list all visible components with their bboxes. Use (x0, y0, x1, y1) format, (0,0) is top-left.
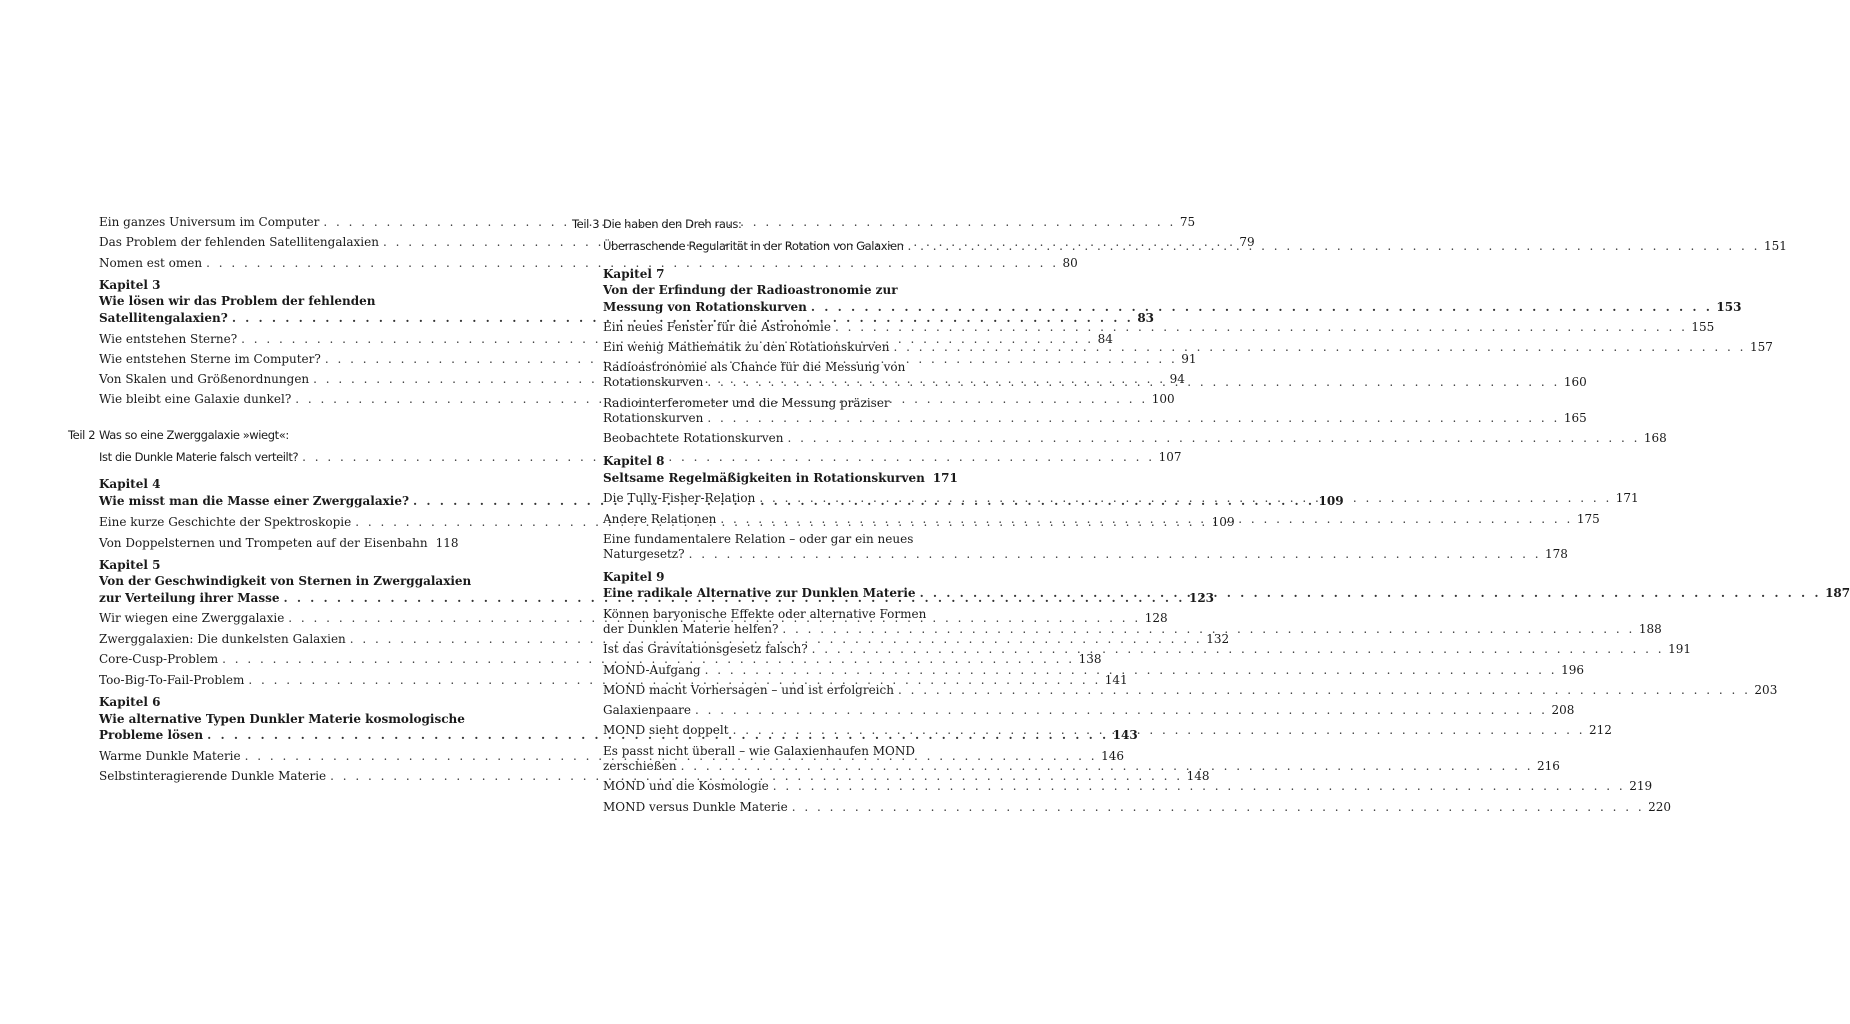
toc-entry (603, 410, 1587, 427)
chapter-title (603, 470, 956, 487)
part-title-line: Die haben den Dreh raus: (603, 217, 742, 231)
toc-entry-page: 203 (1754, 683, 1778, 697)
toc-entry (603, 799, 1672, 816)
chapter-label: Kapitel 6 (99, 695, 161, 709)
toc-entry-page: 94 (1169, 372, 1185, 386)
toc-entry-page: 196 (1561, 663, 1584, 677)
toc-entry-title-line: Eine fundamentalere Relation – oder gar ein neues (603, 532, 914, 546)
toc-entry-title: Too-Big-To-Fail-Problem (99, 673, 245, 687)
toc-entry (603, 758, 1560, 775)
toc-entry-title-line: Radiointerferometer und die Messung präziser (603, 396, 890, 410)
chapter-label: Kapitel 5 (99, 558, 161, 572)
toc-entry-title: Zwerggalaxien: Die dunkelsten Galaxien (99, 632, 346, 646)
chapter-title-text: Probleme lösen (99, 728, 204, 742)
toc-entry-page: 91 (1181, 352, 1197, 366)
toc-entry (603, 319, 1715, 336)
part-label: Teil 2 (68, 428, 96, 442)
chapter-page: 83 (1137, 311, 1155, 325)
chapter-page: 123 (1188, 591, 1215, 605)
toc-entry-title: Von Doppelsternen und Trompeten auf der Eisenbahn (99, 536, 428, 550)
chapter-label: Kapitel 9 (603, 570, 665, 584)
toc-entry-title-line: Es passt nicht überall – wie Galaxienhaufen MOND (603, 744, 916, 758)
toc-entry-page: 75 (1179, 215, 1196, 229)
toc-entry-page: 208 (1551, 703, 1575, 717)
chapter-title-text: zur Verteilung ihrer Masse (99, 591, 280, 605)
chapter-title-line: Von der Erfindung der Radioastronomie zur (603, 283, 898, 297)
toc-entry (99, 255, 1078, 272)
toc-entry-page: 80 (1062, 256, 1078, 270)
toc-entry-title-line: Radioastronomie als Chance für die Messung von (603, 360, 906, 374)
toc-entry-title: Rotationskurven (603, 411, 704, 425)
chapter-title-text: Eine radikale Alternative zur Dunklen Materie (603, 586, 916, 600)
toc-entry (99, 651, 1102, 668)
toc-entry-title: Wie bleibt eine Galaxie dunkel? (99, 392, 292, 406)
chapter-title-text: Satellitengalaxien? (99, 311, 228, 325)
toc-entry-title: Selbstinteragierende Dunkle Materie (99, 769, 327, 783)
toc-entry (99, 535, 459, 552)
toc-entry (603, 662, 1584, 679)
toc-entry-title: Von Skalen und Größenordnungen (99, 372, 310, 386)
toc-entry-page: 171 (1615, 491, 1639, 505)
toc-entry-title: Warme Dunkle Materie (99, 749, 241, 763)
toc-entry-page: 178 (1545, 547, 1568, 561)
toc-entry (99, 672, 1128, 689)
chapter-page: 143 (1112, 728, 1138, 742)
chapter-title-text: Wie misst man die Masse einer Zwerggalaxie? (99, 494, 410, 508)
toc-entry-page: 155 (1691, 320, 1715, 334)
toc-entry (603, 682, 1778, 699)
toc-entry-page: 132 (1206, 632, 1230, 646)
part-page: 107 (1158, 450, 1182, 464)
toc-entry-page: 146 (1101, 749, 1124, 763)
toc-entry-title: Galaxienpaare (603, 703, 691, 717)
toc-entry-title: zerschießen (603, 759, 677, 773)
toc-entry-title-line: Können baryonische Effekte oder alternative Formen (603, 607, 927, 621)
toc-entry-page: 165 (1563, 411, 1587, 425)
chapter-label: Kapitel 8 (603, 454, 665, 468)
toc-entry-page: 138 (1078, 652, 1102, 666)
chapter-page: 171 (932, 471, 958, 485)
toc-entry-title: MOND sieht doppelt (603, 723, 729, 737)
toc-entry (603, 778, 1653, 795)
chapter-title-text: Messung von Rotationskurven (603, 300, 807, 314)
toc-entry-title: Eine kurze Geschichte der Spektroskopie (99, 515, 352, 529)
toc-entry-title: Ist das Gravitationsgesetz falsch? (603, 642, 808, 656)
toc-entry (603, 702, 1575, 719)
toc-entry-page: 148 (1186, 769, 1210, 783)
toc-entry-title: MOND-Aufgang (603, 663, 701, 677)
toc-entry-page: 220 (1648, 800, 1672, 814)
part-title-text: Überraschende Regularität in der Rotation von Galaxien (603, 239, 904, 253)
toc-entry-title: Ein neues Fenster für die Astronomie (603, 320, 831, 334)
chapter-title-text: Seltsame Regelmäßigkeiten in Rotationskurven (603, 471, 925, 485)
chapter-page: 153 (1716, 300, 1742, 314)
toc-entry-title: MOND versus Dunkle Materie (603, 800, 788, 814)
chapter-title (603, 299, 1742, 316)
toc-entry-title: Wie entstehen Sterne? (99, 332, 238, 346)
toc-entry-title: Rotationskurven (603, 375, 704, 389)
chapter-title-line: Wie alternative Typen Dunkler Materie kosmologische (99, 712, 465, 726)
toc-entry-page: 141 (1104, 673, 1128, 687)
toc-entry-page: 128 (1144, 611, 1168, 625)
chapter-title-line: Von der Geschwindigkeit von Sternen in Zwerggalaxien (99, 574, 472, 588)
toc-entry-page: 84 (1097, 332, 1113, 346)
toc-entry (99, 768, 1210, 785)
part-page: 151 (1763, 239, 1787, 253)
toc-entry (603, 430, 1667, 447)
toc-entry-title: Wie entstehen Sterne im Computer? (99, 352, 321, 366)
toc-entry-title: Beobachtete Rotationskurven (603, 431, 784, 445)
toc-entry-page: 216 (1537, 759, 1560, 773)
toc-entry (603, 621, 1662, 638)
chapter-title-line: Wie lösen wir das Problem der fehlenden (99, 294, 376, 308)
toc-entry-title: MOND und die Kosmologie (603, 779, 769, 793)
toc-entry-title: Ein ganzes Universum im Computer (99, 215, 320, 229)
toc-entry-page: 118 (435, 536, 459, 550)
toc-entry-title: Ein wenig Mathematik zu den Rotationskurven (603, 340, 890, 354)
toc-entry-page: 188 (1638, 622, 1662, 636)
part-title-line: Was so eine Zwerggalaxie »wiegt«: (99, 428, 289, 442)
toc-entry (603, 641, 1692, 658)
toc-entry-page: 160 (1563, 375, 1587, 389)
toc-entry-page: 212 (1589, 723, 1612, 737)
toc-entry-page: 191 (1668, 642, 1692, 656)
chapter-label: Kapitel 4 (99, 477, 161, 491)
toc-entry-title: Andere Relationen (603, 512, 717, 526)
toc-entry-page: 109 (1211, 515, 1235, 529)
part-title-text: Ist die Dunkle Materie falsch verteilt? (99, 450, 299, 464)
toc-entry (603, 546, 1568, 563)
toc-entry-title: MOND macht Vorhersagen – und ist erfolgreich (603, 683, 894, 697)
toc-entry-page: 175 (1576, 512, 1600, 526)
chapter-page: 187 (1825, 586, 1850, 600)
toc-entry-title: Naturgesetz? (603, 547, 685, 561)
chapter-page: 109 (1318, 494, 1344, 508)
toc-entry-page: 79 (1239, 235, 1255, 249)
toc-entry-title: Wir wiegen eine Zwerggalaxie (99, 611, 285, 625)
chapter-label: Kapitel 3 (99, 278, 161, 292)
toc-entry-title: Die Tully-Fisher-Relation (603, 491, 756, 505)
toc-entry-page: 157 (1749, 340, 1773, 354)
chapter-label: Kapitel 7 (603, 267, 665, 281)
toc-entry-title: der Dunklen Materie helfen? (603, 622, 779, 636)
toc-entry-title: Das Problem der fehlenden Satellitengalaxien (99, 235, 379, 249)
toc-entry-page: 219 (1629, 779, 1653, 793)
toc-entry-title: Core-Cusp-Problem (99, 652, 219, 666)
part-label: Teil 3 (572, 217, 600, 231)
toc-entry (99, 631, 1230, 648)
toc-entry-title: Nomen est omen (99, 256, 203, 270)
toc-entry-page: 100 (1151, 392, 1175, 406)
toc-entry-page: 168 (1643, 431, 1667, 445)
